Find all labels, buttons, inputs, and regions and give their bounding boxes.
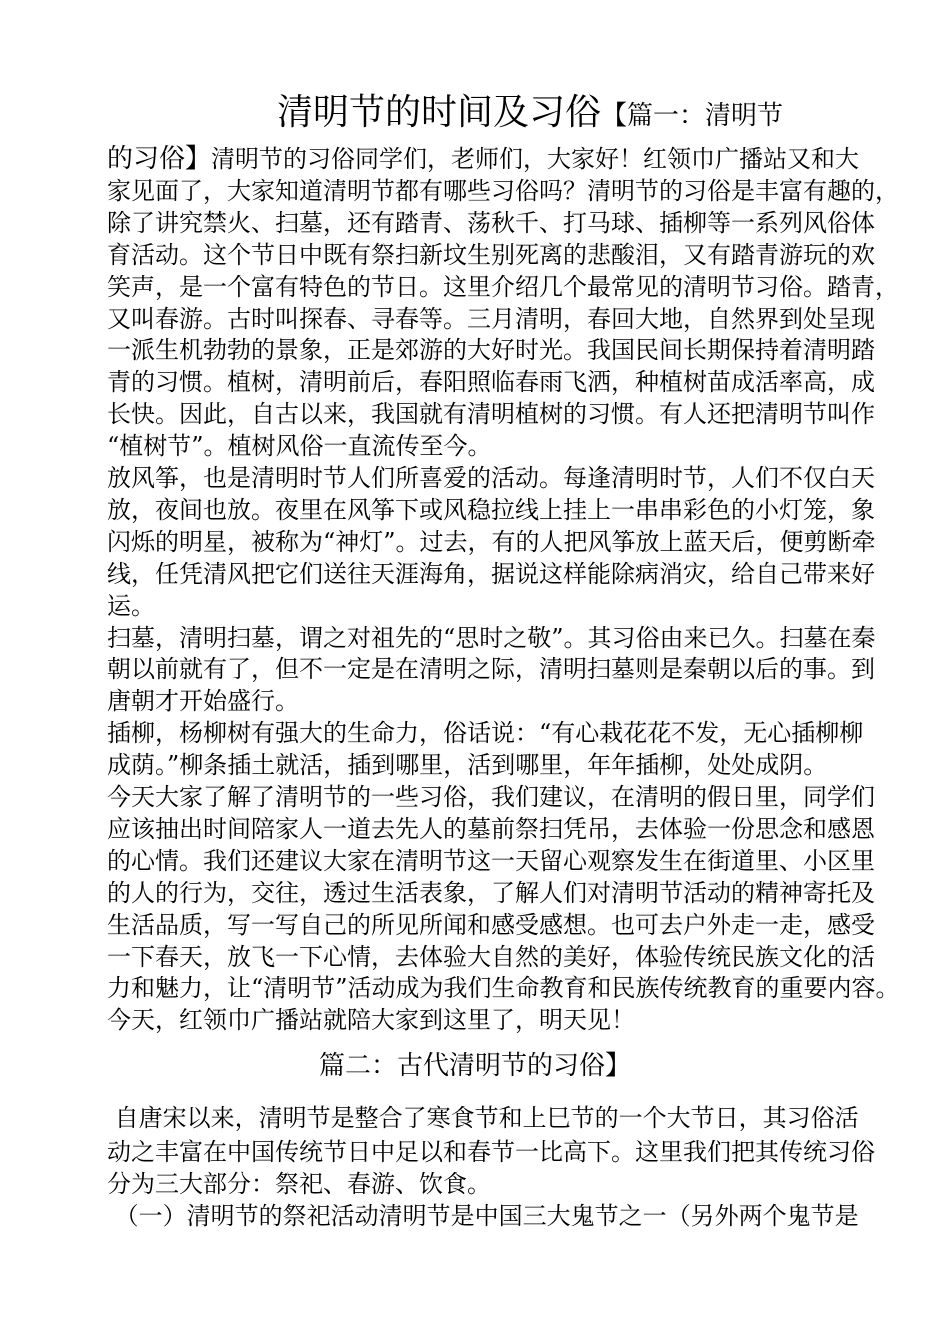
text-line-content: 清明节的习俗同学们，老师们，大家好！红领巾广播站又和大	[211, 145, 860, 173]
text-line: 朝以前就有了，但不一定是在清明之际，清明扫墓则是秦朝以后的事。到	[107, 655, 875, 684]
text-line: 放，夜间也放。夜里在风筝下或风稳拉线上挂上一串串彩色的小灯笼，象	[107, 495, 875, 524]
text-line: 一下春天，放飞一下心情，去体验大自然的美好，体验传统民族文化的活	[107, 942, 875, 971]
text-line: 放风筝，也是清明时节人们所喜爱的活动。每逢清明时节，人们不仅白天	[107, 464, 875, 492]
text-line: 闪烁的明星，被称为“神灯”。过去，有的人把风筝放上蓝天后，便剪断牵	[107, 527, 876, 556]
text-line: 一派生机勃勃的景象，正是郊游的大好时光。我国民间长期保持着清明踏	[107, 336, 875, 365]
text-line: 今天，红领巾广播站就陪大家到这里了，明天见！	[107, 1006, 635, 1035]
section1-heading-part2: 的习俗】	[107, 144, 212, 174]
text-line: 除了讲究禁火、扫墓，还有踏青、荡秋千、打马球、插柳等一系列风俗体	[107, 208, 875, 237]
section1-heading-part1: 【篇一：清明节	[601, 101, 784, 131]
text-line: 应该抽出时间陪家人一道去先人的墓前祭扫凭吊，去体验一份思念和感恩	[107, 814, 875, 843]
text-line: 力和魅力，让“清明节”活动成为我们生命教育和民族传统教育的重要内容。	[107, 974, 900, 1003]
text-line: 家见面了，大家知道清明节都有哪些习俗吗？清明节的习俗是丰富有趣的，	[107, 176, 899, 205]
section2-text-line: （一）清明节的祭祀活动清明节是中国三大鬼节之一（另外两个鬼节是	[107, 1202, 859, 1230]
section2-text-line: 分为三大部分：祭祀、春游、饮食。	[107, 1170, 491, 1198]
text-line: 唐朝才开始盛行。	[107, 687, 299, 716]
text-line: 笑声，是一个富有特色的节日。这里介绍几个最常见的清明节习俗。踏青，	[107, 272, 899, 301]
text-line: 育活动。这个节日中既有祭扫新坟生别死离的悲酸泪，又有踏青游玩的欢	[107, 240, 875, 269]
text-line	[107, 142, 862, 176]
text-line: 插柳，杨柳树有强大的生命力，俗话说：“有心栽花花不发，无心插柳柳	[107, 719, 864, 748]
page-title: 清明节的时间及习俗	[277, 92, 602, 133]
text-line: 青的习惯。植树，清明前后，春阳照临春雨飞洒，种植树苗成活率高，成	[107, 368, 875, 397]
section2-text-line: 自唐宋以来，清明节是整合了寒食节和上巳节的一个大节日，其习俗活	[107, 1104, 859, 1132]
text-line: “植树节”。植树风俗一直流传至今。	[107, 432, 492, 461]
title-line	[277, 92, 877, 133]
text-line: 扫墓，清明扫墓，谓之对祖先的“思时之敬”。其习俗由来已久。扫墓在秦	[107, 623, 876, 652]
text-line: 生活品质，写一写自己的所见所闻和感受感想。也可去户外走一走，感受	[107, 910, 875, 939]
text-line: 线，任凭清风把它们送往天涯海角，据说这样能除病消灾，给自己带来好	[107, 559, 875, 588]
text-line: 运。	[107, 591, 155, 620]
text-line: 又叫春游。古时叫探春、寻春等。三月清明，春回大地，自然界到处呈现	[107, 304, 875, 333]
text-line: 长快。因此，自古以来，我国就有清明植树的习惯。有人还把清明节叫作	[107, 400, 875, 429]
section2-heading: 篇二：古代清明节的习俗】	[318, 1051, 631, 1081]
text-line: 成荫。”柳条插土就活，插到哪里，活到哪里，年年插柳，处处成阴。	[107, 751, 828, 780]
text-line: 今天大家了解了清明节的一些习俗，我们建议，在清明的假日里，同学们	[107, 783, 875, 811]
text-line: 的心情。我们还建议大家在清明节这一天留心观察发生在街道里、小区里	[107, 846, 875, 875]
text-line: 的人的行为，交往，透过生活表象，了解人们对清明节活动的精神寄托及	[107, 878, 875, 907]
section2-text-line: 动之丰富在中国传统节日中足以和春节一比高下。这里我们把其传统习俗	[107, 1138, 875, 1166]
